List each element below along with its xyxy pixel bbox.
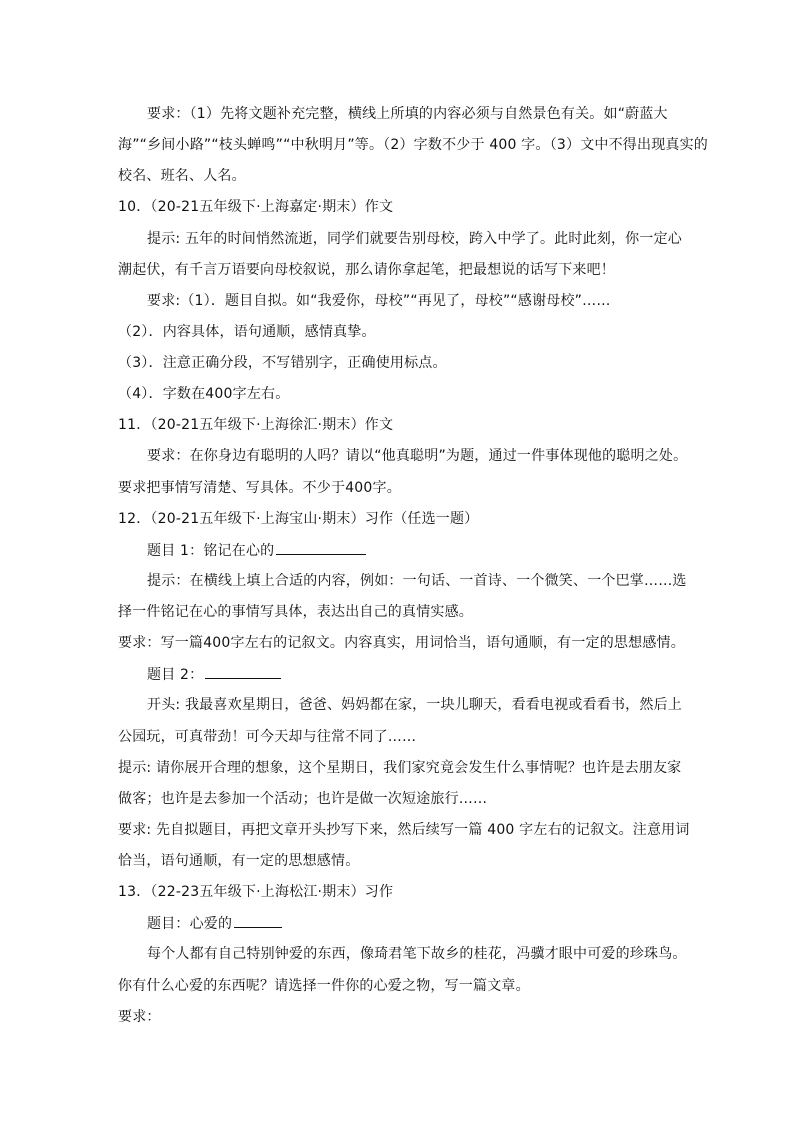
text-line: 提示: 五年的时间悄然流逝，同学们就要告别母校，跨入中学了。此时此刻，你一定心 [147, 231, 682, 247]
text-line: 公园玩，可真带劲！可今天却与往常不同了…… [118, 729, 417, 745]
text-line: 择一件铭记在心的事情写具体，表达出自己的真情实感。 [118, 604, 473, 620]
text-line: 潮起伏，有千言万语要向母校叙说，那么请你拿起笔，把最想说的话写下来吧！ [118, 262, 615, 278]
text-line: 恰当，语句通顺，有一定的思想感情。 [118, 853, 360, 869]
text-line: 每个人都有自己特别钟爱的东西，像琦君笔下故乡的桂花，冯骥才眼中可爱的珍珠鸟。 [147, 946, 687, 962]
title-text: 题目 2： [147, 667, 204, 683]
title-line [147, 913, 282, 934]
text-line: （4）．字数在400字左右。 [118, 386, 290, 402]
question-header: 10．（20-21五年级下·上海嘉定·期末）作文 [118, 199, 394, 215]
title-line [147, 540, 366, 561]
text-line: 要求：写一篇400字左右的记叙文。内容真实，用词恰当，语句通顺，有一定的思想感情。 [118, 635, 685, 651]
text-line: （3）．注意正确分段，不写错别字，正确使用标点。 [118, 355, 447, 371]
answer-blank [205, 664, 281, 679]
text-line: 做客；也许是去参加一个活动；也许是做一次短途旅行…… [118, 791, 488, 807]
text-line: 要求： [118, 1009, 161, 1025]
text-line: 要求: 先自拟题目，再把文章开头抄写下来，然后续写一篇 400 字左右的记叙文。注意用词 [118, 822, 690, 838]
text-line: （2）．内容具体，语句通顺，感情真挚。 [118, 324, 376, 340]
question-header: 11．（20-21五年级下·上海徐汇·期末）作文 [118, 417, 394, 433]
text-line: 校名、班名、人名。 [118, 168, 246, 184]
text-line: 海”“乡间小路”“枝头蝉鸣”“中秋明月”等。（2）字数不少于 400 字。（3）文中不得出现真实的 [118, 137, 709, 153]
answer-blank [276, 540, 366, 555]
title-text: 题目：心爱的 [147, 916, 233, 932]
text-line: 提示：在横线上填上合适的内容，例如：一句话、一首诗、一个微笑、一个巴掌……选 [147, 573, 687, 589]
answer-blank [234, 913, 282, 928]
text-line: 要求：在你身边有聪明的人吗？请以“他真聪明”为题，通过一件事体现他的聪明之处。 [147, 448, 688, 464]
text-line: 要求:（1）．题目自拟。如“我爱你，母校”“再见了，母校”“感谢母校”…… [147, 293, 611, 309]
question-header: 13．（22-23五年级下·上海松江·期末）习作 [118, 884, 394, 900]
title-text: 题目 1：铭记在心的 [147, 543, 275, 559]
text-line: 要求：（1）先将文题补充完整，横线上所填的内容必须与自然景色有关。如“蔚蓝大 [147, 106, 668, 122]
text-line: 要求把事情写清楚、写具体。不少于400字。 [118, 480, 401, 496]
question-header: 12．（20-21五年级下·上海宝山·期末）习作（任选一题） [118, 511, 479, 527]
text-line: 开头: 我最喜欢星期日，爸爸、妈妈都在家，一块儿聊天，看看电视或看看书，然后上 [147, 697, 682, 713]
title-line [147, 664, 281, 685]
text-line: 你有什么心爱的东西呢？请选择一件你的心爱之物，写一篇文章。 [118, 978, 530, 994]
text-line: 提示: 请你展开合理的想象，这个星期日，我们家究竟会发生什么事情呢？也许是去朋友家 [118, 760, 682, 776]
